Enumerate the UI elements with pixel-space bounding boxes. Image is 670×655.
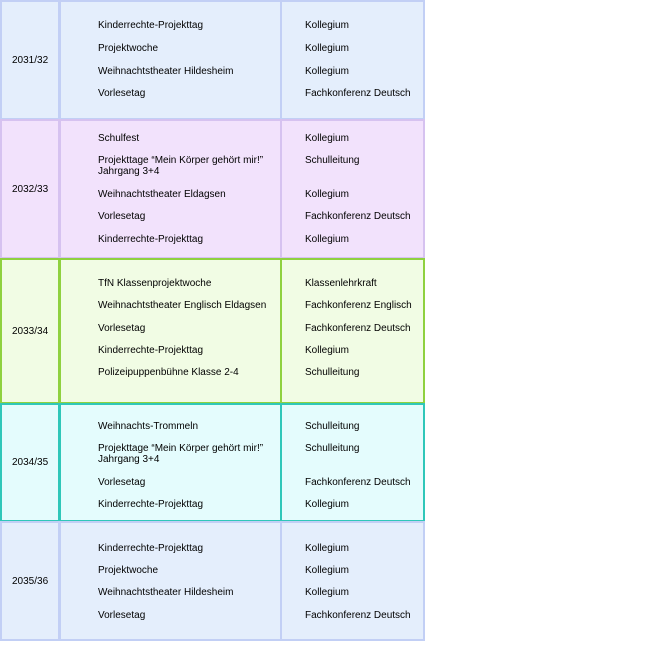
event-name: Kinderrechte-Projekttag (98, 20, 204, 31)
responsible-name: Kollegium (305, 133, 349, 144)
events-cell (59, 119, 282, 259)
responsible-cell (280, 403, 425, 522)
year-block-2033-34 (0, 258, 426, 404)
event-name: Projekttage “Mein Körper gehört mir!” Jahrgang 3+4 (98, 155, 264, 177)
responsible-name: Kollegium (305, 543, 349, 554)
year-cell (0, 403, 60, 522)
event-name: Vorlesetag (98, 211, 146, 222)
event-name: Weihnachtstheater Hildesheim (98, 587, 234, 598)
responsible-name: Kollegium (305, 189, 349, 200)
event-name: Projektwoche (98, 565, 159, 576)
events-cell (59, 521, 282, 641)
year-block-2032-33 (0, 119, 426, 259)
responsible-name: Fachkonferenz Deutsch (305, 323, 411, 334)
responsible-cell (280, 258, 425, 404)
responsible-name: Kollegium (305, 565, 349, 576)
year-label: 2032/33 (12, 183, 49, 195)
responsible-name: Fachkonferenz Deutsch (305, 88, 411, 99)
event-name: Polizeipuppenbühne Klasse 2-4 (98, 367, 239, 378)
responsible-name: Kollegium (305, 20, 349, 31)
event-name: Kinderrechte-Projekttag (98, 543, 204, 554)
year-block-2034-35 (0, 403, 426, 522)
event-name: Kinderrechte-Projekttag (98, 345, 204, 356)
responsible-cell (280, 0, 425, 120)
event-name: Weihnachtstheater Hildesheim (98, 66, 234, 77)
event-name: Vorlesetag (98, 477, 146, 488)
year-cell (0, 0, 60, 120)
year-cell (0, 258, 60, 404)
event-name: Kinderrechte-Projekttag (98, 499, 204, 510)
responsible-name: Kollegium (305, 345, 349, 356)
year-label: 2035/36 (12, 575, 49, 587)
responsible-name: Kollegium (305, 587, 349, 598)
event-name: Vorlesetag (98, 610, 146, 621)
event-name: Weihnachtstheater Eldagsen (98, 189, 226, 200)
event-name: Weihnachts-Trommeln (98, 421, 199, 432)
responsible-cell (280, 119, 425, 259)
events-cell (59, 0, 282, 120)
year-label: 2033/34 (12, 325, 49, 337)
event-name: Projekttage “Mein Körper gehört mir!” Jahrgang 3+4 (98, 443, 264, 465)
responsible-name: Schulleitung (305, 367, 360, 378)
event-name: Vorlesetag (98, 323, 146, 334)
event-name: Schulfest (98, 133, 140, 144)
events-cell (59, 258, 282, 404)
year-block-2031-32 (0, 0, 426, 120)
responsible-name: Schulleitung (305, 155, 360, 166)
event-name: Kinderrechte-Projekttag (98, 234, 204, 245)
year-cell (0, 521, 60, 641)
responsible-name: Kollegium (305, 43, 349, 54)
event-name: Projektwoche (98, 43, 159, 54)
year-label: 2031/32 (12, 54, 49, 66)
responsible-name: Schulleitung (305, 421, 360, 432)
event-name: TfN Klassenprojektwoche (98, 278, 212, 289)
year-block-2035-36 (0, 521, 426, 641)
responsible-name: Kollegium (305, 234, 349, 245)
year-cell (0, 119, 60, 259)
event-name: Vorlesetag (98, 88, 146, 99)
responsible-cell (280, 521, 425, 641)
responsible-name: Schulleitung (305, 443, 360, 454)
responsible-name: Klassenlehrkraft (305, 278, 377, 289)
responsible-name: Fachkonferenz Deutsch (305, 211, 411, 222)
responsible-name: Fachkonferenz Englisch (305, 300, 412, 311)
responsible-name: Fachkonferenz Deutsch (305, 477, 411, 488)
responsible-name: Kollegium (305, 499, 349, 510)
responsible-name: Kollegium (305, 66, 349, 77)
event-name: Weihnachtstheater Englisch Eldagsen (98, 300, 267, 311)
events-cell (59, 403, 282, 522)
year-label: 2034/35 (12, 457, 49, 468)
responsible-name: Fachkonferenz Deutsch (305, 610, 411, 621)
